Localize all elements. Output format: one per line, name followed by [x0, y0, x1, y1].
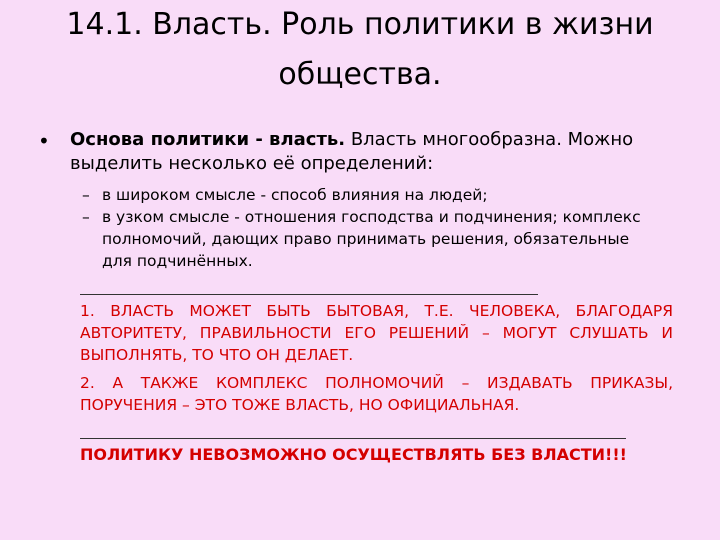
main-bullet [38, 128, 688, 176]
slide-body [38, 128, 688, 272]
bullet-icon: • [38, 129, 50, 153]
slide-title: 14.1. Власть. Роль политики в жизни общества. [66, 7, 654, 92]
main-bullet-text [70, 128, 660, 176]
main-bullet-bold: Основа политики - власть. [70, 129, 346, 150]
sub-item-text: в широком смысле - способ влияния на людей; [102, 186, 488, 204]
dash-icon: – [82, 208, 90, 226]
note-point-2: 2. А ТАКЖЕ КОМПЛЕКС ПОЛНОМОЧИЙ – ИЗДАВАТЬ ПРИКАЗЫ, ПОРУЧЕНИЯ – ЭТО ТОЖЕ ВЛАСТЬ, НО ОФИЦИАЛЬНАЯ. [80, 374, 673, 414]
sub-item [82, 184, 688, 206]
sub-item [82, 206, 688, 272]
sub-item-text: в узком смысле - отношения господства и подчинения; комплекс полномочий, дающих право принимать решения, обязательные для подчинённых. [102, 208, 641, 270]
divider-1 [80, 294, 538, 295]
main-bullet-rest: Власть многообразна. Можно выделить несколько её определений: [70, 129, 634, 174]
sub-list [82, 184, 688, 272]
note-point-1: 1. ВЛАСТЬ МОЖЕТ БЫТЬ БЫТОВАЯ, Т.Е. ЧЕЛОВЕКА, БЛАГОДАРЯ АВТОРИТЕТУ, ПРАВИЛЬНОСТИ ЕГО РЕШЕНИЙ – МОГУТ СЛУШАТЬ И ВЫПОЛНЯТЬ, ТО ЧТО ОН ДЕЛАЕТ. [80, 302, 673, 364]
dash-icon: – [82, 186, 90, 204]
conclusion-text: ПОЛИТИКУ НЕВОЗМОЖНО ОСУЩЕСТВЛЯТЬ БЕЗ ВЛАСТИ!!! [80, 445, 627, 464]
divider-2 [80, 438, 626, 439]
